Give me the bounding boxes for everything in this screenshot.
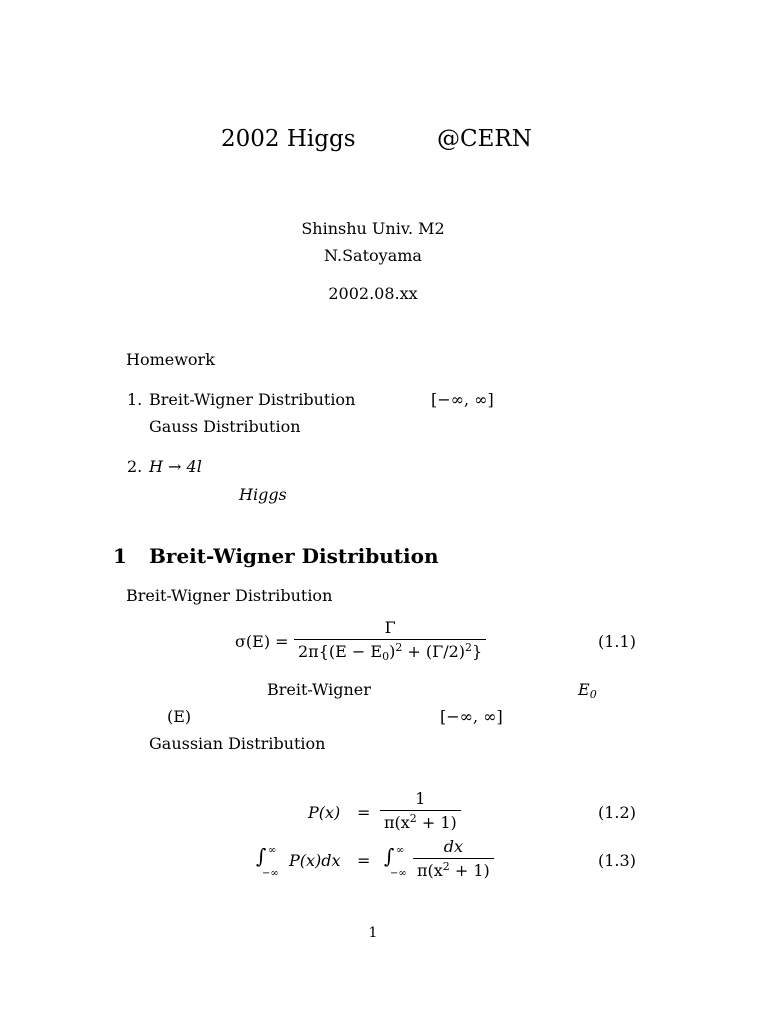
page-number: 1 [368, 925, 378, 941]
eq3-fraction [413, 837, 494, 880]
text-breit-wigner: Breit-Wigner [267, 680, 371, 699]
eq2-label: (1.2) [598, 803, 636, 822]
eq1-label: (1.1) [598, 632, 636, 651]
homework-item2-number: 2. [127, 457, 143, 476]
eq1-denominator: $2\pi\{(E - E_0)^2 + (\Gamma/2)^2\}$ [298, 641, 483, 663]
author-affiliation: Shinshu Univ. M2 [301, 219, 445, 238]
eq3-lhs: P(x)dx [289, 851, 341, 870]
homework-item1-range: [−∞, ∞] [431, 390, 494, 409]
eq2-numerator: 1 [415, 789, 426, 808]
eq2-equals: = [357, 803, 371, 822]
eq3-numerator: dx [443, 837, 464, 856]
eq1-lhs: σ(E) = [235, 632, 289, 651]
homework-item2-expression [149, 457, 202, 476]
homework-item1-line2: Gauss Distribution [149, 417, 301, 436]
eq3-rhs-lower-limit: −∞ [390, 868, 407, 879]
section-intro: Breit-Wigner Distribution [126, 586, 333, 605]
integral-symbol: ∫ [256, 844, 267, 868]
author-date: 2002.08.xx [328, 284, 418, 303]
section-title: Breit-Wigner Distribution [149, 544, 439, 568]
text-E: (E) [167, 707, 192, 726]
section-number: 1 [113, 544, 127, 568]
eq1-numerator: Γ [384, 618, 396, 637]
homework-item1-line1: Breit-Wigner Distribution [149, 390, 356, 409]
eq3-upper-limit: ∞ [268, 845, 277, 856]
eq1-fraction [294, 618, 486, 661]
eq3-denominator: $\pi(x^2 + 1)$ [417, 860, 490, 880]
author-name: N.Satoyama [324, 246, 422, 265]
eq3-label: (1.3) [598, 851, 636, 870]
symbol-H: H [149, 457, 163, 476]
homework-item1-number: 1. [127, 390, 143, 409]
text-E0: $E_0$ [578, 680, 597, 701]
title-left: 2002 Higgs [221, 126, 356, 152]
eq2-fraction [380, 789, 461, 832]
arrow-symbol: → [168, 457, 182, 476]
eq3-equals: = [357, 851, 371, 870]
eq2-lhs: P(x) [308, 803, 341, 822]
homework-heading: Homework [126, 350, 215, 369]
text-range: [−∞, ∞] [440, 707, 503, 726]
integral-symbol: ∫ [384, 844, 395, 868]
homework-item2-higgs: Higgs [239, 485, 287, 504]
eq3-rhs-upper-limit: ∞ [396, 845, 405, 856]
eq2-denominator: $\pi(x^2 + 1)$ [384, 812, 457, 832]
eq3-lower-limit: −∞ [262, 868, 279, 879]
title-right: @CERN [437, 126, 532, 152]
symbol-4l: 4l [186, 457, 202, 476]
text-gaussian: Gaussian Distribution [149, 734, 326, 753]
